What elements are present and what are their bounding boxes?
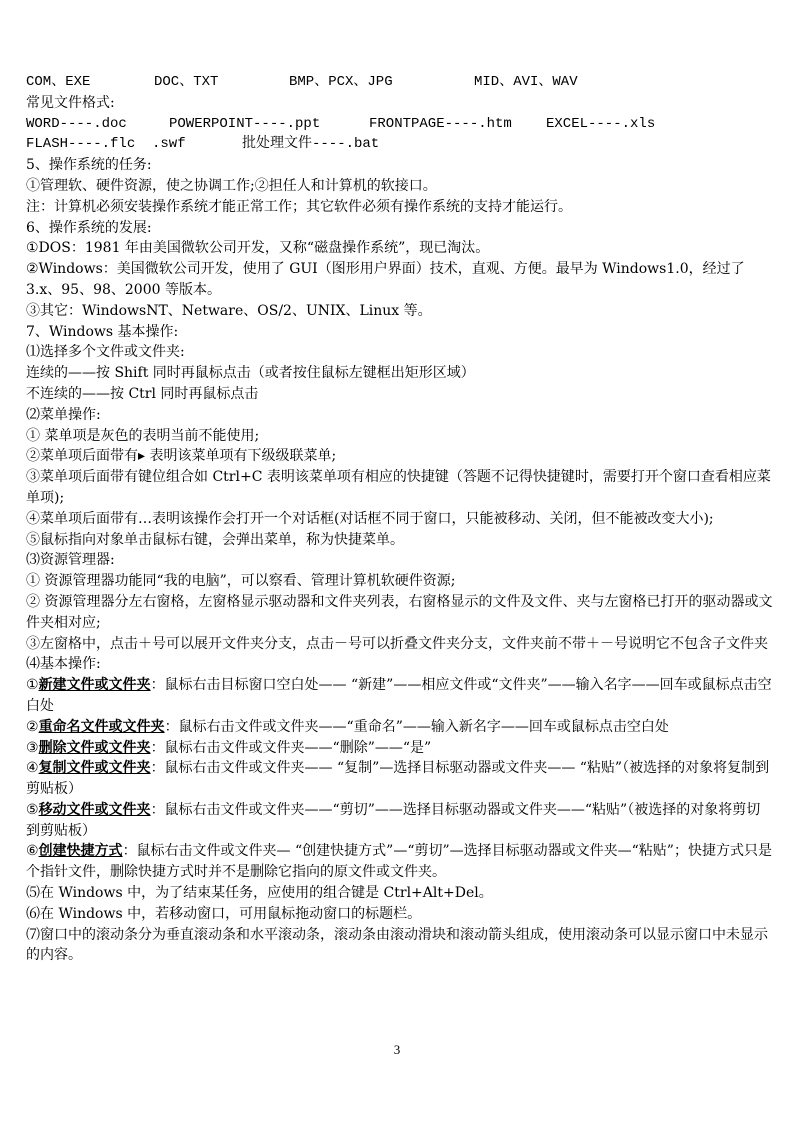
operation-shortcut: ⑥创建快捷方式：鼠标右击文件或文件夹— “创建快捷方式”—“剪切”—选择目标驱动器或文件夹—“粘贴”；快捷方式只是个指针文件，删除快捷方式时并不是删除它指向的原文件或文件夹。	[26, 843, 772, 881]
part-2-line-3: ③菜单项后面带有键位组合如 Ctrl+C 表明该菜单项有相应的快捷键（答题不记得快捷键时，需要打开个窗口查看相应菜单项);	[26, 469, 771, 506]
extension-row-2	[26, 114, 774, 135]
operation-move-heading: 移动文件或文件夹	[38, 801, 151, 818]
formats-title: 常见文件格式:	[26, 94, 115, 111]
section-5-note: 注：计算机必须安装操作系统才能正常工作；其它软件必须有操作系统的支持才能运行。	[26, 198, 572, 215]
ext-word: WORD----.doc	[26, 115, 127, 132]
part-5: ⑸在 Windows 中，为了结束某任务，应使用的组合键是 Ctrl+Alt+Del。	[26, 885, 493, 902]
part-6: ⑹在 Windows 中，若移动窗口，可用鼠标拖动窗口的标题栏。	[26, 905, 422, 922]
section-7-title: 7、Windows 基本操作:	[26, 323, 179, 340]
operation-copy: ④复制文件或文件夹：鼠标右击文件或文件夹—— “复制”—选择目标驱动器或文件夹—— “粘贴”（被选择的对象将复制到剪贴板）	[26, 760, 770, 798]
operation-delete-heading: 删除文件或文件夹	[38, 739, 151, 756]
ext-bat: 批处理文件----.bat	[242, 136, 380, 153]
part-2-line-2: ②菜单项后面带有▸ 表明该菜单项有下级级联菜单;	[26, 448, 337, 465]
part-1-line-2: 不连续的——按 Ctrl 同时再鼠标点击	[26, 385, 259, 402]
part-2-line-1: ① 菜单项是灰色的表明当前不能使用;	[26, 427, 260, 444]
ext-com-exe: COM、EXE	[26, 74, 91, 90]
part-7: ⑺窗口中的滚动条分为垂直滚动条和水平滚动条，滚动条由滚动滑块和滚动箭头组成，使用滚动条可以显示窗口中未显示的内容。	[26, 926, 768, 964]
ext-doc-txt: DOC、TXT	[154, 74, 219, 90]
part-2-line-5: ⑤鼠标指向对象单击鼠标右键，会弹出菜单，称为快捷菜单。	[26, 531, 404, 548]
part-2-line-4: ④菜单项后面带有…表明该操作会打开一个对话框(对话框不同于窗口，只能被移动、关闭，但不能被改变大小);	[26, 510, 714, 527]
ext-swf: .swf	[152, 136, 186, 153]
part-1-title: ⑴选择多个文件或文件夹:	[26, 344, 185, 361]
operation-new-heading: 新建文件或文件夹	[38, 677, 151, 694]
section-5-line-1: ①管理软、硬件资源，使之协调工作;②担任人和计算机的软接口。	[26, 177, 437, 194]
part-4-title: ⑷基本操作:	[26, 656, 101, 673]
part-1-line-1: 连续的——按 Shift 同时再鼠标点击（或者按住鼠标左键框出矩形区域）	[26, 365, 475, 382]
operation-new: ①新建文件或文件夹：鼠标右击目标窗口空白处—— “新建”——相应文件或“文件夹”——输入名字——回车或鼠标点击空白处	[26, 677, 772, 714]
section-5-title: 5、操作系统的任务:	[26, 157, 152, 174]
part-3-title: ⑶资源管理器:	[26, 552, 115, 569]
document-body	[26, 72, 774, 966]
operation-shortcut-heading: 创建快捷方式	[38, 843, 123, 860]
extension-row-1	[26, 72, 774, 93]
part-2-title: ⑵菜单操作:	[26, 406, 101, 423]
ext-bmp-pcx-jpg: BMP、PCX、JPG	[289, 74, 393, 90]
part-3-line-1: ① 资源管理器功能同“我的电脑”，可以察看、管理计算机软硬件资源;	[26, 573, 456, 590]
ext-powerpoint: POWERPOINT----.ppt	[169, 115, 321, 132]
extension-row-3	[26, 134, 774, 155]
ext-frontpage: FRONTPAGE----.htm	[369, 115, 512, 132]
section-6-line-3: ③其它：WindowsNT、Netware、OS/2、UNIX、Linux 等。	[26, 302, 432, 319]
operation-copy-heading: 复制文件或文件夹	[38, 760, 151, 777]
part-3-line-3: ③左窗格中，点击＋号可以展开文件夹分支，点击－号可以折叠文件夹分支，文件夹前不带＋－号说明它不包含子文件夹	[26, 635, 768, 652]
ext-excel: EXCEL----.xls	[546, 115, 656, 132]
part-3-line-2: ② 资源管理器分左右窗格，左窗格显示驱动器和文件夹列表，右窗格显示的文件及文件、夹与左窗格已打开的驱动器或文件夹相对应;	[26, 593, 773, 631]
ext-flash: FLASH----.flc	[26, 136, 136, 153]
section-6-line-1: ①DOS：1981 年由美国微软公司开发，又称“磁盘操作系统”，现已淘汰。	[26, 240, 490, 257]
section-6-line-2: ②Windows：美国微软公司开发，使用了 GUI（图形用户界面）技术，直观、方便。最早为 Windows1.0，经过了 3.x、95、98、2000 等版本。	[26, 261, 745, 298]
section-6-title: 6、操作系统的发展:	[26, 219, 152, 236]
operation-move: ⑤移动文件或文件夹：鼠标右击文件或文件夹——“剪切”——选择目标驱动器或文件夹——“粘贴”（被选择的对象将剪切到剪贴板）	[26, 801, 761, 839]
ext-mid-avi-wav: MID、AVI、WAV	[474, 74, 578, 90]
page-number: 3	[393, 1042, 401, 1057]
operation-delete: ③删除文件或文件夹：鼠标右击文件或文件夹——“删除”——“是”	[26, 739, 432, 756]
operation-rename: ②重命名文件或文件夹：鼠标右击文件或文件夹——“重命名”——输入新名字——回车或鼠标点击空白处	[26, 718, 669, 735]
operation-rename-heading: 重命名文件或文件夹	[38, 718, 165, 735]
